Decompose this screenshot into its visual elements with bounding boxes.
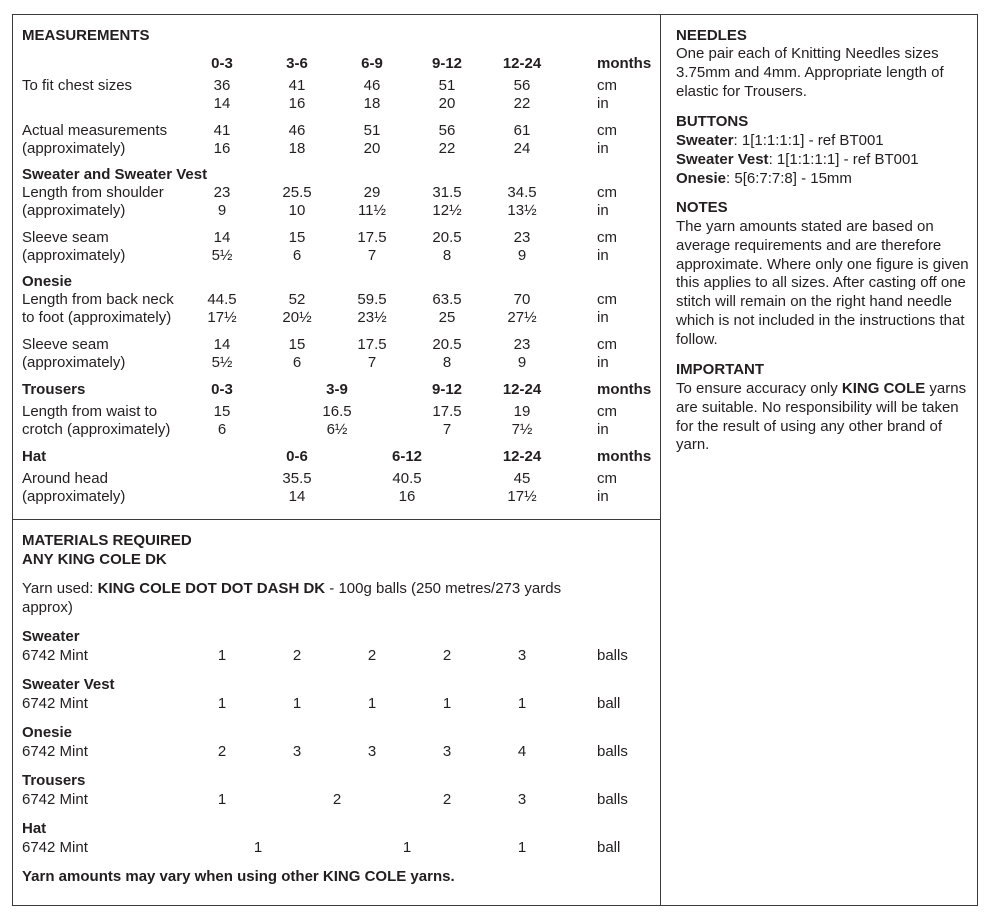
buttons-heading: BUTTONS	[676, 113, 749, 130]
trousers-heading: Trousers	[22, 381, 86, 398]
materials-heading: MATERIALS REQUIRED	[22, 532, 192, 549]
unit-in: in	[597, 95, 609, 112]
cm-value: 15	[288, 229, 306, 246]
in-value: 6	[292, 354, 302, 371]
size-header: 3-9	[326, 381, 348, 398]
months-label: months	[597, 381, 652, 398]
in-value: 20	[438, 95, 456, 112]
cm-value: 17.5	[432, 403, 462, 420]
in-value: 8	[442, 354, 452, 371]
unit-in: in	[597, 202, 609, 219]
row-label: Sleeve seam	[22, 229, 109, 246]
important-suffix: yarns are suitable. No responsibility will be taken for the result of using any other brand of yarn.	[676, 380, 967, 454]
unit-in: in	[597, 354, 609, 371]
ball-count: 2	[292, 647, 302, 664]
cm-value: 17.5	[357, 229, 387, 246]
ball-unit: balls	[597, 647, 628, 664]
size-header: 6-9	[361, 55, 383, 72]
in-value: 9	[517, 247, 527, 264]
cm-value: 34.5	[507, 184, 537, 201]
needles-text: One pair each of Knitting Needles sizes 3.75mm and 4mm. Appropriate length of elastic for Trousers.	[676, 45, 944, 100]
sweater-vest-heading: Sweater and Sweater Vest	[22, 166, 208, 183]
ball-count: 4	[517, 743, 527, 760]
months-label: months	[597, 55, 652, 72]
in-value: 12½	[432, 202, 462, 219]
colour-label: 6742 Mint	[22, 695, 88, 712]
yarn-prefix: Yarn used:	[22, 580, 98, 597]
ball-count: 1	[402, 839, 412, 856]
in-value: 6	[292, 247, 302, 264]
row-label: Actual measurements	[22, 122, 168, 139]
ball-count: 3	[367, 743, 377, 760]
in-value: 27½	[507, 309, 537, 326]
cm-value: 23	[513, 229, 531, 246]
cm-value: 46	[363, 77, 381, 94]
row-label: Length from back neck	[22, 291, 174, 308]
ball-count: 1	[517, 695, 527, 712]
ball-unit: balls	[597, 791, 628, 808]
in-value: 22	[438, 140, 456, 157]
cm-value: 17.5	[357, 336, 387, 353]
ball-count: 1	[253, 839, 263, 856]
in-value: 16	[398, 488, 416, 505]
cm-value: 46	[288, 122, 306, 139]
unit-cm: cm	[597, 184, 617, 201]
ball-count: 1	[367, 695, 377, 712]
ball-count: 3	[292, 743, 302, 760]
ball-count: 1	[217, 647, 227, 664]
row-label: Length from shoulder	[22, 184, 164, 201]
unit-in: in	[597, 488, 609, 505]
in-value: 7½	[511, 421, 533, 438]
ball-count: 1	[217, 695, 227, 712]
row-label: (approximately)	[22, 488, 126, 505]
ball-count: 3	[517, 791, 527, 808]
hat-heading: Hat	[22, 448, 47, 465]
months-label: months	[597, 448, 652, 465]
in-value: 20	[363, 140, 381, 157]
row-label: to foot (approximately)	[22, 309, 172, 326]
cm-value: 36	[213, 77, 231, 94]
buttons-sweater-value: : 1[1:1:1:1] - ref BT001	[733, 132, 884, 149]
in-value: 18	[363, 95, 381, 112]
size-header: 12-24	[502, 448, 542, 465]
yarn-used-line	[22, 580, 561, 598]
ball-count: 1	[442, 695, 452, 712]
ball-count: 3	[442, 743, 452, 760]
buttons-onesie-value: : 5[6:7:7:8] - 15mm	[726, 170, 852, 187]
size-header: 0-3	[211, 381, 233, 398]
unit-in: in	[597, 247, 609, 264]
needles-heading: NEEDLES	[676, 27, 747, 44]
row-label: (approximately)	[22, 202, 126, 219]
in-value: 9	[217, 202, 227, 219]
material-label: Sweater Vest	[22, 676, 115, 693]
in-value: 20½	[282, 309, 312, 326]
ball-count: 3	[517, 647, 527, 664]
size-header: 0-3	[211, 55, 233, 72]
unit-cm: cm	[597, 77, 617, 94]
cm-value: 63.5	[432, 291, 462, 308]
cm-value: 14	[213, 229, 231, 246]
cm-value: 44.5	[207, 291, 237, 308]
material-label: Onesie	[22, 724, 73, 741]
cm-value: 40.5	[392, 470, 422, 487]
cm-value: 23	[513, 336, 531, 353]
notes-heading: NOTES	[676, 199, 728, 216]
size-header: 9-12	[431, 55, 463, 72]
unit-cm: cm	[597, 229, 617, 246]
row-label: Sleeve seam	[22, 336, 109, 353]
row-label: (approximately)	[22, 354, 126, 371]
cm-value: 70	[513, 291, 531, 308]
unit-cm: cm	[597, 403, 617, 420]
yarn-used-line-2: approx)	[22, 599, 73, 616]
buttons-onesie-label: Onesie	[676, 170, 727, 187]
cm-value: 61	[513, 122, 531, 139]
in-value: 16	[213, 140, 231, 157]
buttons-sweater	[676, 132, 884, 150]
ball-count: 2	[442, 647, 452, 664]
in-value: 24	[513, 140, 531, 157]
cm-value: 59.5	[357, 291, 387, 308]
in-value: 23½	[357, 309, 387, 326]
cm-value: 35.5	[282, 470, 312, 487]
unit-cm: cm	[597, 470, 617, 487]
ball-count: 1	[517, 839, 527, 856]
cm-value: 45	[513, 470, 531, 487]
row-label: (approximately)	[22, 247, 126, 264]
in-value: 16	[288, 95, 306, 112]
notes-text: The yarn amounts stated are based on average requirements and are therefore approximate. Where only one figure is given this applies to all sizes. After casting off one stitch will remain on the right hand needle which is not included in the instructions that follow.	[676, 218, 969, 348]
ball-unit: balls	[597, 743, 628, 760]
ball-count: 2	[332, 791, 342, 808]
in-value: 17½	[507, 488, 537, 505]
materials-subheading: ANY KING COLE DK	[22, 551, 167, 568]
buttons-sweater-label: Sweater	[676, 132, 734, 149]
colour-label: 6742 Mint	[22, 743, 88, 760]
unit-cm: cm	[597, 122, 617, 139]
row-label: Around head	[22, 470, 108, 487]
onesie-heading: Onesie	[22, 273, 73, 290]
buttons-onesie	[676, 170, 852, 188]
material-label: Sweater	[22, 628, 80, 645]
important-heading: IMPORTANT	[676, 361, 765, 378]
unit-cm: cm	[597, 291, 617, 308]
ball-unit: ball	[597, 695, 621, 712]
cm-value: 56	[513, 77, 531, 94]
cm-value: 16.5	[322, 403, 352, 420]
column-divider	[660, 14, 661, 906]
buttons-vest-value: : 1[1:1:1:1] - ref BT001	[768, 151, 919, 168]
unit-cm: cm	[597, 336, 617, 353]
colour-label: 6742 Mint	[22, 839, 88, 856]
cm-value: 19	[513, 403, 531, 420]
cm-value: 41	[288, 77, 306, 94]
material-label: Hat	[22, 820, 47, 837]
cm-value: 20.5	[432, 229, 462, 246]
unit-in: in	[597, 421, 609, 438]
in-value: 6½	[326, 421, 348, 438]
ball-count: 1	[292, 695, 302, 712]
in-value: 8	[442, 247, 452, 264]
in-value: 14	[288, 488, 306, 505]
unit-in: in	[597, 309, 609, 326]
ball-count: 2	[217, 743, 227, 760]
important-brand: KING COLE	[841, 380, 926, 397]
size-header: 9-12	[431, 381, 463, 398]
in-value: 7	[367, 354, 377, 371]
material-label: Trousers	[22, 772, 86, 789]
in-value: 13½	[507, 202, 537, 219]
unit-in: in	[597, 140, 609, 157]
important-prefix: To ensure accuracy only	[676, 380, 842, 397]
section-divider	[12, 519, 661, 520]
cm-value: 25.5	[282, 184, 312, 201]
yarn-name: KING COLE DOT DOT DASH DK	[97, 580, 326, 597]
in-value: 22	[513, 95, 531, 112]
in-value: 10	[288, 202, 306, 219]
in-value: 11½	[357, 202, 387, 219]
in-value: 5½	[211, 354, 233, 371]
size-header: 12-24	[502, 55, 542, 72]
cm-value: 15	[288, 336, 306, 353]
in-value: 14	[213, 95, 231, 112]
cm-value: 15	[213, 403, 231, 420]
cm-value: 14	[213, 336, 231, 353]
cm-value: 31.5	[432, 184, 462, 201]
ball-unit: ball	[597, 839, 621, 856]
in-value: 17½	[207, 309, 237, 326]
cm-value: 23	[213, 184, 231, 201]
cm-value: 51	[438, 77, 456, 94]
in-value: 18	[288, 140, 306, 157]
size-header: 0-6	[286, 448, 308, 465]
in-value: 5½	[211, 247, 233, 264]
yarn-suffix: - 100g balls (250 metres/273 yards	[325, 580, 562, 597]
cm-value: 41	[213, 122, 231, 139]
materials-footer-note: Yarn amounts may vary when using other KING COLE yarns.	[22, 868, 455, 885]
cm-value: 56	[438, 122, 456, 139]
row-label: (approximately)	[22, 140, 126, 157]
ball-count: 2	[367, 647, 377, 664]
colour-label: 6742 Mint	[22, 647, 88, 664]
important-text	[676, 380, 972, 455]
cm-value: 29	[363, 184, 381, 201]
in-value: 7	[367, 247, 377, 264]
ball-count: 2	[442, 791, 452, 808]
in-value: 25	[438, 309, 456, 326]
size-header: 3-6	[286, 55, 308, 72]
buttons-vest	[676, 151, 919, 169]
buttons-vest-label: Sweater Vest	[676, 151, 769, 168]
row-label: crotch (approximately)	[22, 421, 171, 438]
size-header: 6-12	[391, 448, 423, 465]
cm-value: 52	[288, 291, 306, 308]
measurements-heading: MEASUREMENTS	[22, 27, 150, 44]
row-label: Length from waist to	[22, 403, 158, 420]
cm-value: 20.5	[432, 336, 462, 353]
in-value: 7	[442, 421, 452, 438]
colour-label: 6742 Mint	[22, 791, 88, 808]
in-value: 6	[217, 421, 227, 438]
row-label: To fit chest sizes	[22, 77, 133, 94]
size-header: 12-24	[502, 381, 542, 398]
ball-count: 1	[217, 791, 227, 808]
in-value: 9	[517, 354, 527, 371]
cm-value: 51	[363, 122, 381, 139]
